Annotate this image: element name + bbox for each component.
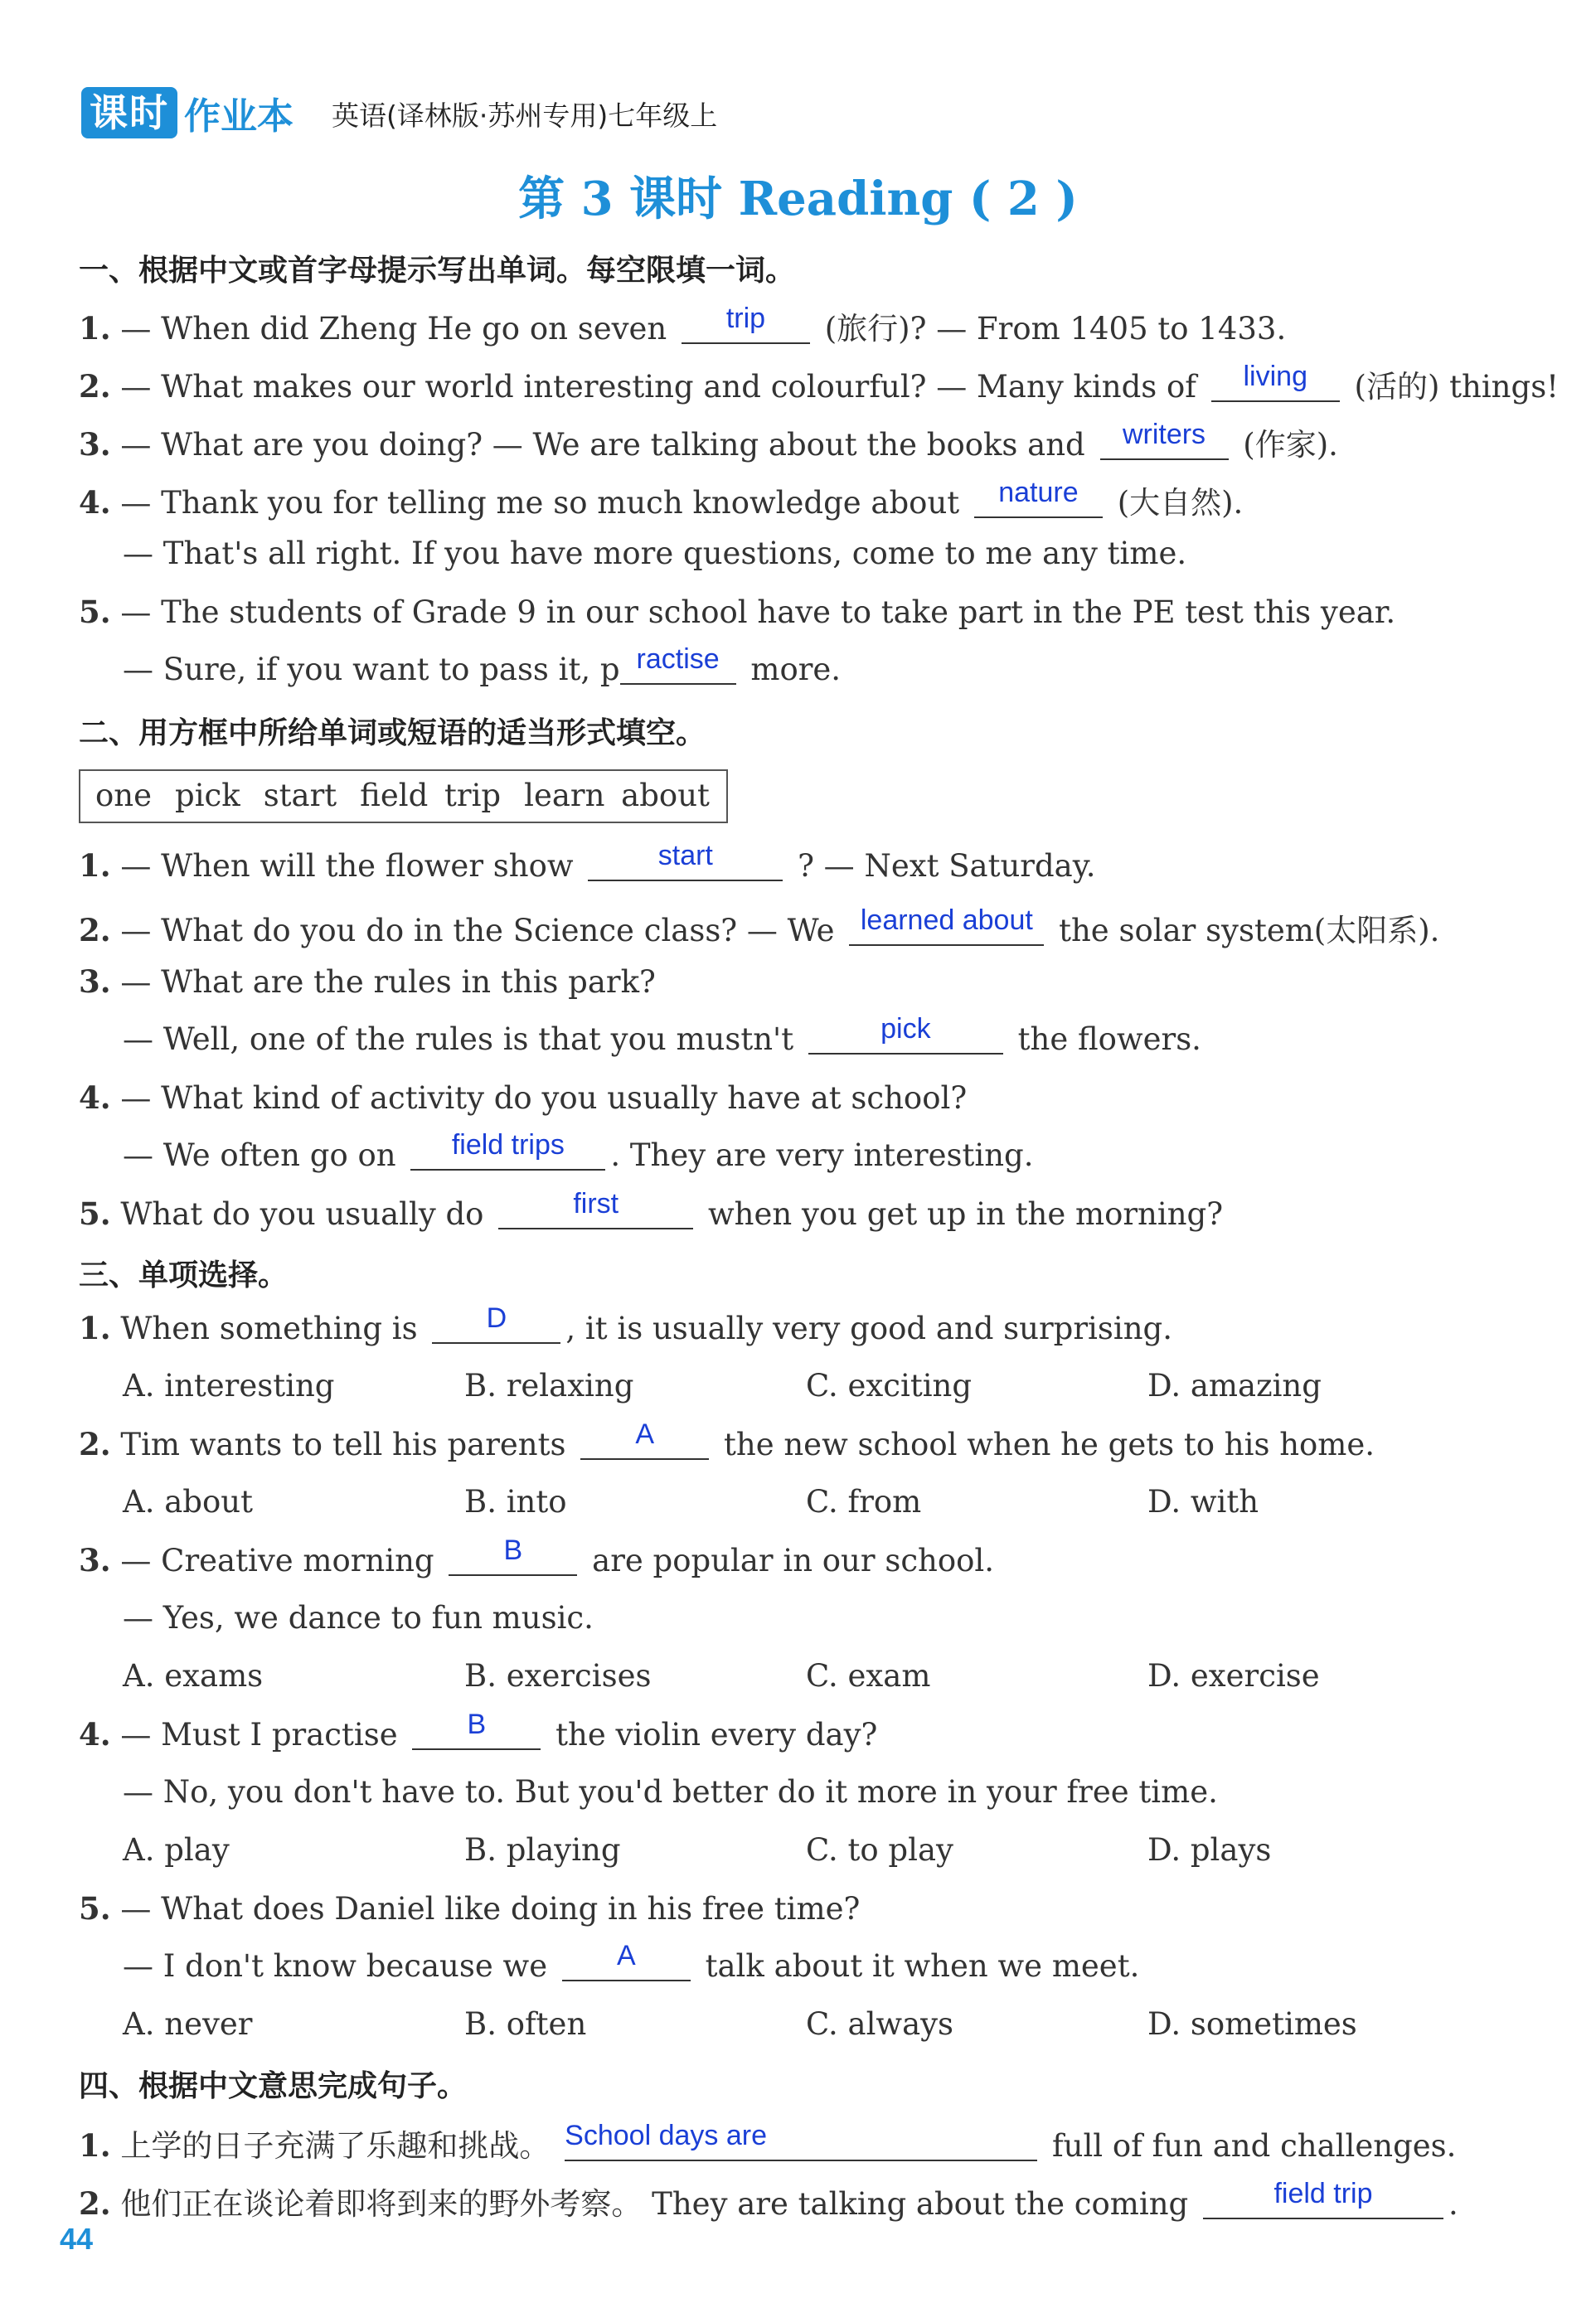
s1-q4-reply: — That's all right. If you have more questions, come to me any time.	[123, 536, 1187, 571]
answer-blank[interactable]: start	[588, 848, 783, 881]
s2-q3-reply: — Well, one of the rules is that you mustn't pick the flowers.	[123, 1013, 1201, 1057]
s3-q2: 2. Tim wants to tell his parents A the new school when he gets to his home.	[79, 1418, 1375, 1462]
s2-q2: 2. — What do you do in the Science class? — We learned about the solar system(太阳系).	[79, 904, 1440, 948]
s3-q5-reply: — I don't know because we A talk about it when we meet.	[123, 1940, 1140, 1984]
s1-q1: 1. — When did Zheng He go on seven trip (旅行)? — From 1405 to 1433.	[79, 303, 1287, 347]
section2-heading: 二、用方框中所给单词或短语的适当形式填空。	[79, 716, 706, 750]
answer-blank[interactable]: A	[562, 1948, 691, 1981]
answer-blank[interactable]: School days are	[565, 2128, 1037, 2161]
word-box	[79, 769, 728, 823]
s1-q3: 3. — What are you doing? — We are talking about the books and writers (作家).	[79, 419, 1338, 463]
answer-blank[interactable]: nature	[974, 485, 1103, 518]
s2-q4-reply: — We often go on field trips . They are very interesting.	[123, 1129, 1034, 1173]
s1-q5-reply: — Sure, if you want to pass it, p ractise more.	[123, 643, 842, 687]
word-box-item: field trip	[360, 778, 502, 813]
answer-blank[interactable]: living	[1211, 369, 1340, 402]
logo-text: 作业本	[184, 95, 293, 138]
answer-blank[interactable]: B	[412, 1717, 541, 1750]
option-a[interactable]: A. exams	[123, 1658, 264, 1694]
answer-blank[interactable]: A	[580, 1427, 709, 1460]
logo-box: 课时	[81, 87, 177, 138]
answer-blank[interactable]: writers	[1100, 427, 1229, 460]
answer-blank[interactable]: B	[449, 1543, 577, 1576]
word-box-item: start	[263, 778, 337, 813]
s3-q4: 4. — Must I practise B the violin every day?	[79, 1709, 878, 1753]
option-b[interactable]: B. often	[464, 2006, 587, 2042]
s1-q4: 4. — Thank you for telling me so much knowledge about nature (大自然).	[79, 477, 1244, 521]
section1-heading: 一、根据中文或首字母提示写出单词。每空限填一词。	[79, 254, 796, 288]
option-b[interactable]: B. relaxing	[464, 1368, 634, 1404]
option-d[interactable]: D. sometimes	[1147, 2006, 1357, 2042]
option-a[interactable]: A. play	[123, 1832, 230, 1868]
option-a[interactable]: A. interesting	[123, 1368, 335, 1404]
brand-logo	[81, 86, 293, 139]
answer-blank[interactable]: field trips	[410, 1137, 605, 1171]
s2-q4: 4. — What kind of activity do you usually have at school?	[79, 1079, 968, 1116]
word-box-item: pick	[175, 778, 240, 813]
answer-blank[interactable]: trip	[682, 311, 810, 344]
option-b[interactable]: B. exercises	[464, 1658, 652, 1694]
answer-blank[interactable]: pick	[808, 1021, 1003, 1055]
s3-q3: 3. — Creative morning B are popular in our school.	[79, 1535, 995, 1578]
answer-blank[interactable]: learned about	[849, 913, 1044, 946]
s2-q5: 5. What do you usually do first when you get up in the morning?	[79, 1188, 1224, 1232]
s4-q2: 2. 他们正在谈论着即将到来的野外考察。 They are talking about the coming field trip .	[79, 2178, 1458, 2222]
answer-blank[interactable]: D	[432, 1311, 560, 1344]
s3-q1: 1. When something is D , it is usually very good and surprising.	[79, 1302, 1172, 1346]
option-b[interactable]: B. into	[464, 1484, 567, 1520]
option-c[interactable]: C. always	[806, 2006, 954, 2042]
section4-heading: 四、根据中文意思完成句子。	[79, 2069, 468, 2103]
s1-q2: 2. — What makes our world interesting and colourful? — Many kinds of living (活的) things!	[79, 361, 1560, 405]
s3-q3-reply: — Yes, we dance to fun music.	[123, 1600, 594, 1636]
option-c[interactable]: C. to play	[806, 1832, 953, 1868]
page-number: 44	[60, 2222, 94, 2256]
s1-q5: 5. — The students of Grade 9 in our school have to take part in the PE test this year.	[79, 594, 1396, 630]
s2-q3: 3. — What are the rules in this park?	[79, 963, 656, 1000]
book-subtitle: 英语(译林版·苏州专用)七年级上	[332, 99, 718, 132]
option-c[interactable]: C. from	[806, 1484, 922, 1520]
option-d[interactable]: D. amazing	[1147, 1368, 1322, 1404]
s3-q4-reply: — No, you don't have to. But you'd better do it more in your free time.	[123, 1774, 1218, 1810]
word-box-item: learn about	[524, 778, 710, 813]
option-d[interactable]: D. with	[1147, 1484, 1259, 1520]
answer-blank[interactable]: ractise	[620, 652, 736, 685]
option-a[interactable]: A. never	[123, 2006, 253, 2042]
section3-heading: 三、单项选择。	[79, 1258, 289, 1292]
s3-q5: 5. — What does Daniel like doing in his free time?	[79, 1890, 861, 1927]
option-c[interactable]: C. exciting	[806, 1368, 973, 1404]
answer-blank[interactable]: field trip	[1203, 2186, 1443, 2219]
option-b[interactable]: B. playing	[464, 1832, 621, 1868]
s4-q1: 1. 上学的日子充满了乐趣和挑战。 School days are full of fun and challenges.	[79, 2120, 1457, 2164]
option-d[interactable]: D. exercise	[1147, 1658, 1320, 1694]
word-box-item: one	[95, 778, 153, 813]
s2-q1: 1. — When will the flower show start ? — Next Saturday.	[79, 840, 1096, 884]
option-c[interactable]: C. exam	[806, 1658, 931, 1694]
option-a[interactable]: A. about	[123, 1484, 253, 1520]
page-title: 第 3 课时 Reading ( 2 )	[518, 172, 1078, 226]
option-d[interactable]: D. plays	[1147, 1832, 1272, 1868]
answer-blank[interactable]: first	[498, 1196, 693, 1229]
